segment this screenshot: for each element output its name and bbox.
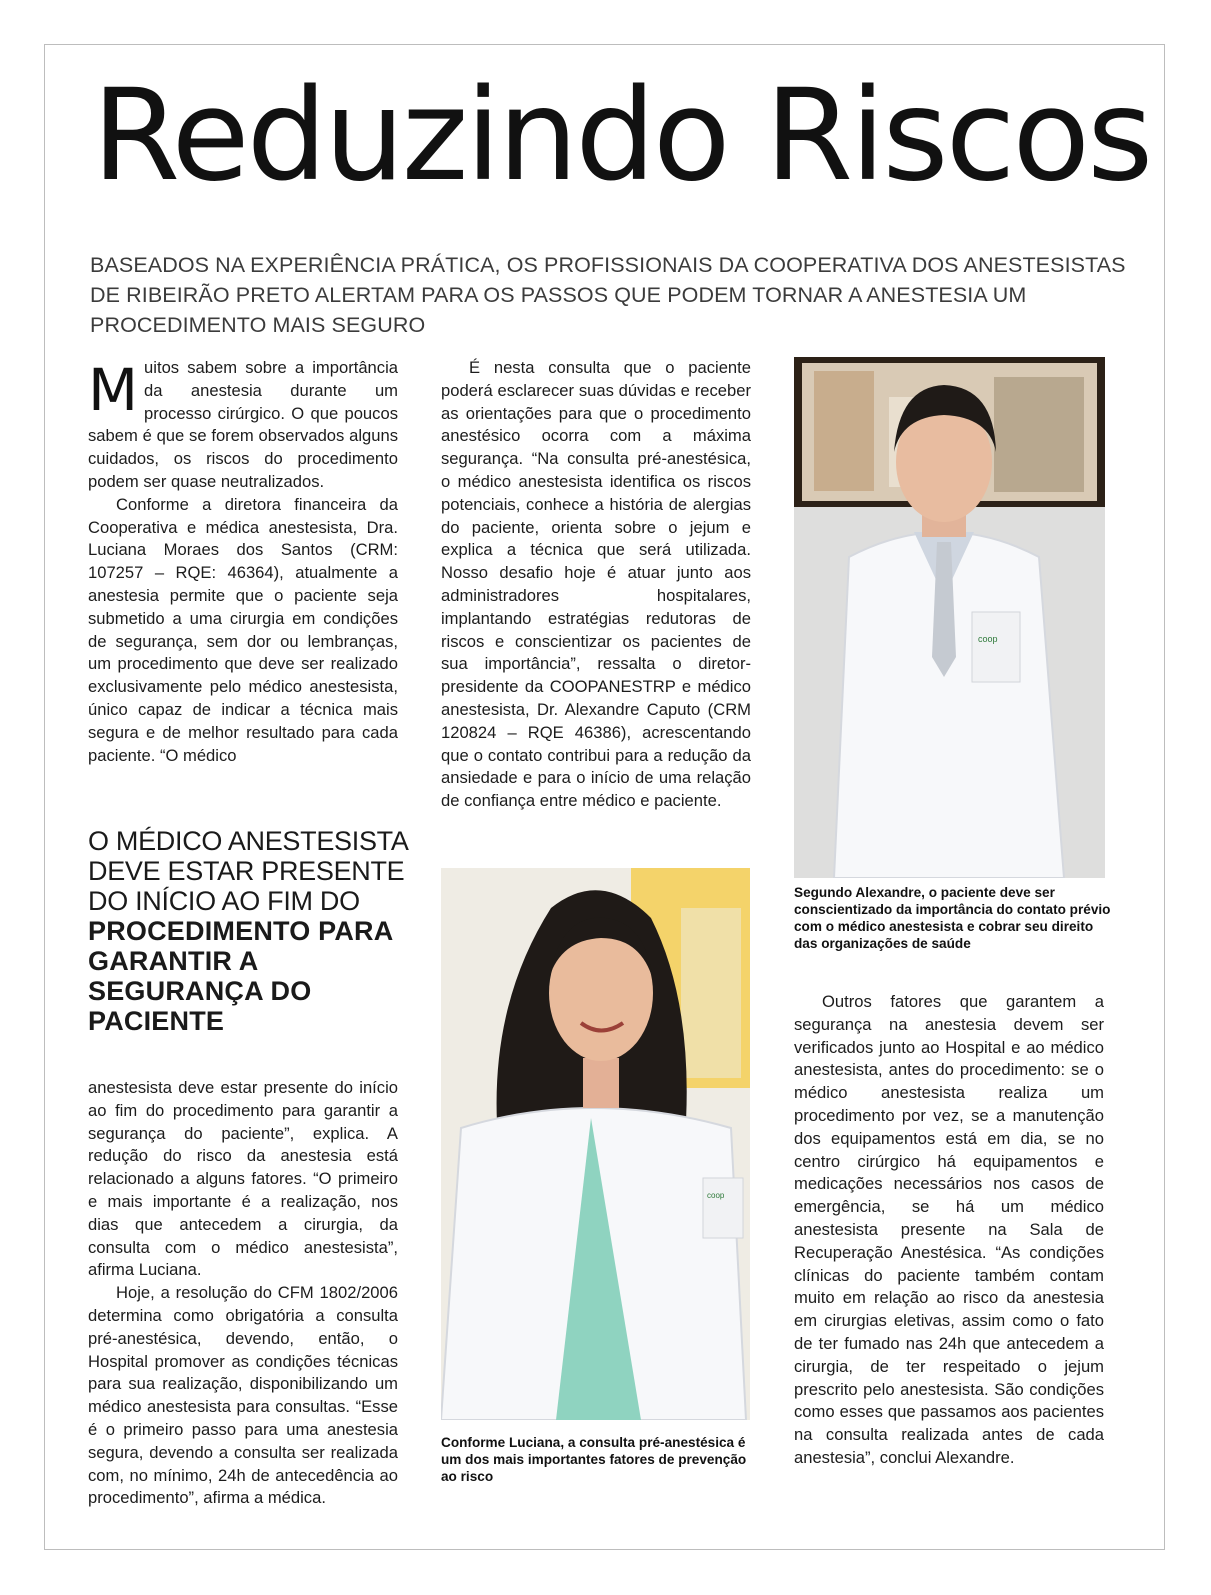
- column-1-top: [88, 357, 398, 767]
- drop-cap: M: [88, 356, 139, 424]
- photo-luciana-santos: [441, 868, 750, 1420]
- svg-text:coop: coop: [978, 634, 998, 644]
- column-1-bottom: [88, 1077, 398, 1510]
- caption-alexandre: Segundo Alexandre, o paciente deve ser conscientizado da importância do contato prévio com o médico anestesista e cobrar seu direito das organizações de saúde: [794, 885, 1111, 951]
- portrait-woman-illustration: [441, 868, 750, 1420]
- pull-quote: [88, 826, 408, 1036]
- intro-paragraph: [88, 357, 398, 494]
- paragraph-other-factors: Outros fatores que garantem a segurança na anestesia devem ser verificados junto ao Hospital e ao médico anestesista, antes do procedimento: se o médico anestesista realiza um procedimento por vez, se a manutenção dos equipamentos está em dia, se no centro cirúrgico há equipamentos e medicações necessários nos casos de emergência, se há um médico anestesista presente na Sala de Recuperação Anestésica. “As condições clínicas do paciente também contam muito em relação ao risco da anestesia em cirurgias eletivas, assim como o fato de ter fumado nas 24h que antecedem a cirurgia, de ter respeitado o jejum prescrito pelo anestesista. São condições como esses que passamos aos pacientes na consulta realizada antes de cada anestesia”, conclui Alexandre.: [794, 992, 1104, 1467]
- pull-quote-light: O MÉDICO ANESTESISTA DEVE ESTAR PRESENTE DO INÍCIO AO FIM DO: [88, 826, 408, 916]
- paragraph-cfm-resolution: Hoje, a resolução do CFM 1802/2006 determina como obrigatória a consulta pré-anestésica, devendo, então, o Hospital promover as condições técnicas para sua realização, disponibilizando um médico anestesista para consultas. “Esse é o primeiro passo para uma anestesia segura, devendo a consulta ser realizada com, no mínimo, 24h de antecedência ao procedimento”, afirma a médica.: [88, 1283, 398, 1508]
- svg-text:coop: coop: [707, 1191, 725, 1200]
- portrait-man-illustration: [794, 357, 1105, 878]
- caption-luciana: Conforme Luciana, a consulta pré-anestésica é um dos mais importantes fatores de prevenção ao risco: [441, 1435, 747, 1484]
- paragraph-continuation: anestesista deve estar presente do início ao fim do procedimento para garantir a segurança do paciente”, explica. A redução do risco da anestesia está relacionado a alguns fatores. “O primeiro e mais importante é a realização, nos dias que antecedem a cirurgia, da consulta com o médico anestesista”, afirma Luciana.: [88, 1078, 398, 1280]
- photo-alexandre-caputo: [794, 357, 1105, 878]
- column-3: [794, 991, 1104, 1470]
- paragraph-luciana-intro: Conforme a diretora financeira da Cooperativa e médica anestesista, Dra. Luciana Moraes dos Santos (CRM: 107257 – RQE: 46364), atualmente a anestesia permite que o paciente seja submetido a uma cirurgia em condições de segurança, sem dor ou lembranças, um procedimento que deve ser realizado exclusivamente pelo médico anestesista, único capaz de indicar a técnica mais segura e de melhor resultado para cada paciente. “O médico: [88, 494, 398, 765]
- article-deck: BASEADOS NA EXPERIÊNCIA PRÁTICA, OS PROFISSIONAIS DA COOPERATIVA DOS ANESTESISTAS DE RIBEIRÃO PRETO ALERTAM PARA OS PASSOS QUE PODEM TORNAR A ANESTESIA UM PROCEDIMENTO MAIS SEGURO: [90, 253, 1126, 337]
- pull-quote-bold: PROCEDIMENTO PARA GARANTIR A SEGURANÇA DO PACIENTE: [88, 916, 393, 1036]
- article-title: Reduzindo Riscos: [92, 61, 1151, 209]
- paragraph-consultation: É nesta consulta que o paciente poderá esclarecer suas dúvidas e receber as orientações para que o procedimento anestésico ocorra com a máxima segurança. “Na consulta pré-anestésica, o médico anestesista identifica os riscos potenciais, conhece a história de alergias do paciente, orienta sobre o jejum e explica a técnica que será utilizada. Nosso desafio hoje é atuar junto aos administradores hospitalares, implantando estratégias redutoras de riscos e conscientizar os pacientes de sua importância”, ressalta o diretor-presidente da COOPANESTRP e médico anestesista, Dr. Alexandre Caputo (CRM 120824 – RQE 46386), acrescentando que o contato contribui para a redução da ansiedade e para o início de uma relação de confiança entre médico e paciente.: [441, 358, 751, 811]
- intro-text: uitos sabem sobre a importância da anestesia durante um processo cirúrgico. O que poucos sabem é que se forem observados alguns cuidados, os riscos do procedimento podem ser quase neutralizados.: [88, 358, 398, 491]
- column-2: [441, 357, 751, 813]
